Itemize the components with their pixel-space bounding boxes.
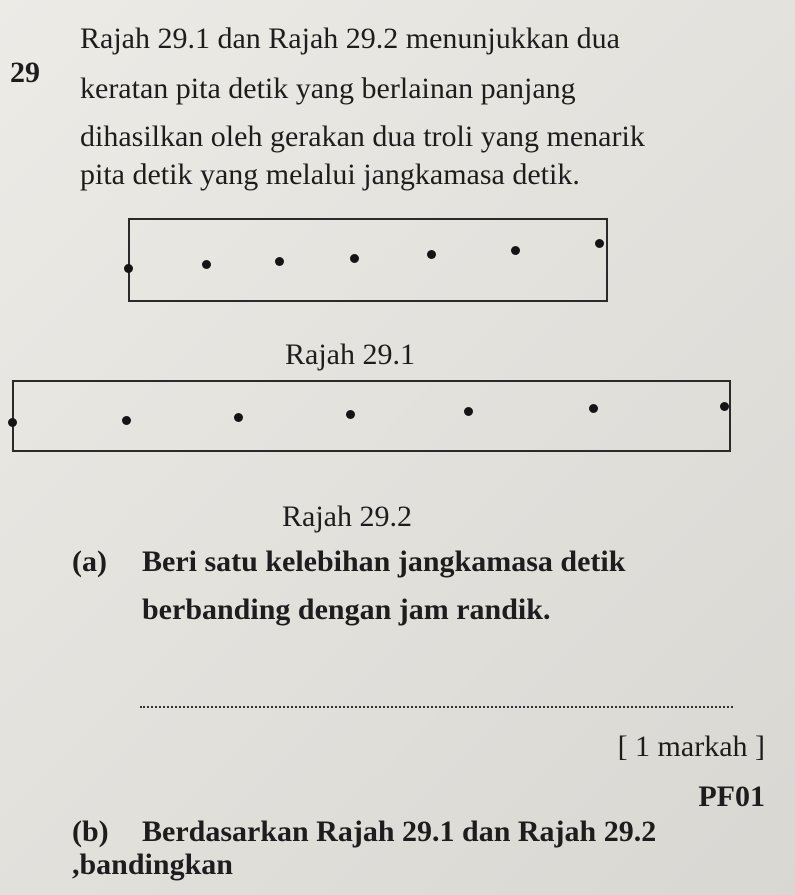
tape-dot — [427, 250, 436, 259]
question-stem-line-3: dihasilkan oleh gerakan dua troli yang menarik — [80, 120, 645, 153]
part-b-label: (b) — [72, 815, 109, 848]
tape-dot — [464, 407, 473, 416]
tape-dot — [202, 260, 211, 269]
part-b-line-1: Berdasarkan Rajah 29.1 dan Rajah 29.2 — [142, 815, 657, 848]
figure-29-1-caption: Rajah 29.1 — [285, 338, 415, 371]
ticker-tape-29-2 — [12, 380, 731, 452]
figure-29-2-caption: Rajah 29.2 — [282, 500, 412, 533]
tape-dot — [350, 254, 359, 263]
tape-dot — [8, 418, 17, 427]
tape-dot — [720, 402, 729, 411]
answer-line[interactable] — [140, 706, 733, 708]
question-stem-line-4: pita detik yang melalui jangkamasa detik. — [80, 158, 580, 191]
part-a-line-1: Beri satu kelebihan jangkamasa detik — [142, 545, 626, 578]
tape-dot — [595, 239, 604, 248]
question-number: 29 — [10, 56, 40, 89]
tape-dot — [122, 416, 131, 425]
part-a-line-2: berbanding dengan jam randik. — [142, 593, 551, 626]
tape-dot — [511, 246, 520, 255]
ticker-tape-29-1 — [128, 218, 608, 302]
tape-dot — [589, 404, 598, 413]
tape-dot — [346, 410, 355, 419]
part-a-label: (a) — [72, 545, 107, 578]
tape-dot — [275, 257, 284, 266]
question-stem-line-2: keratan pita detik yang berlainan panjang — [80, 72, 576, 105]
marks-label: [ 1 markah ] — [617, 730, 765, 763]
construct-code: PF01 — [698, 780, 765, 813]
tape-dot — [124, 264, 133, 273]
question-stem-line-1: Rajah 29.1 dan Rajah 29.2 menunjukkan dua — [80, 22, 620, 55]
tape-dot — [234, 413, 243, 422]
part-b-line-2: ,bandingkan — [72, 848, 233, 881]
